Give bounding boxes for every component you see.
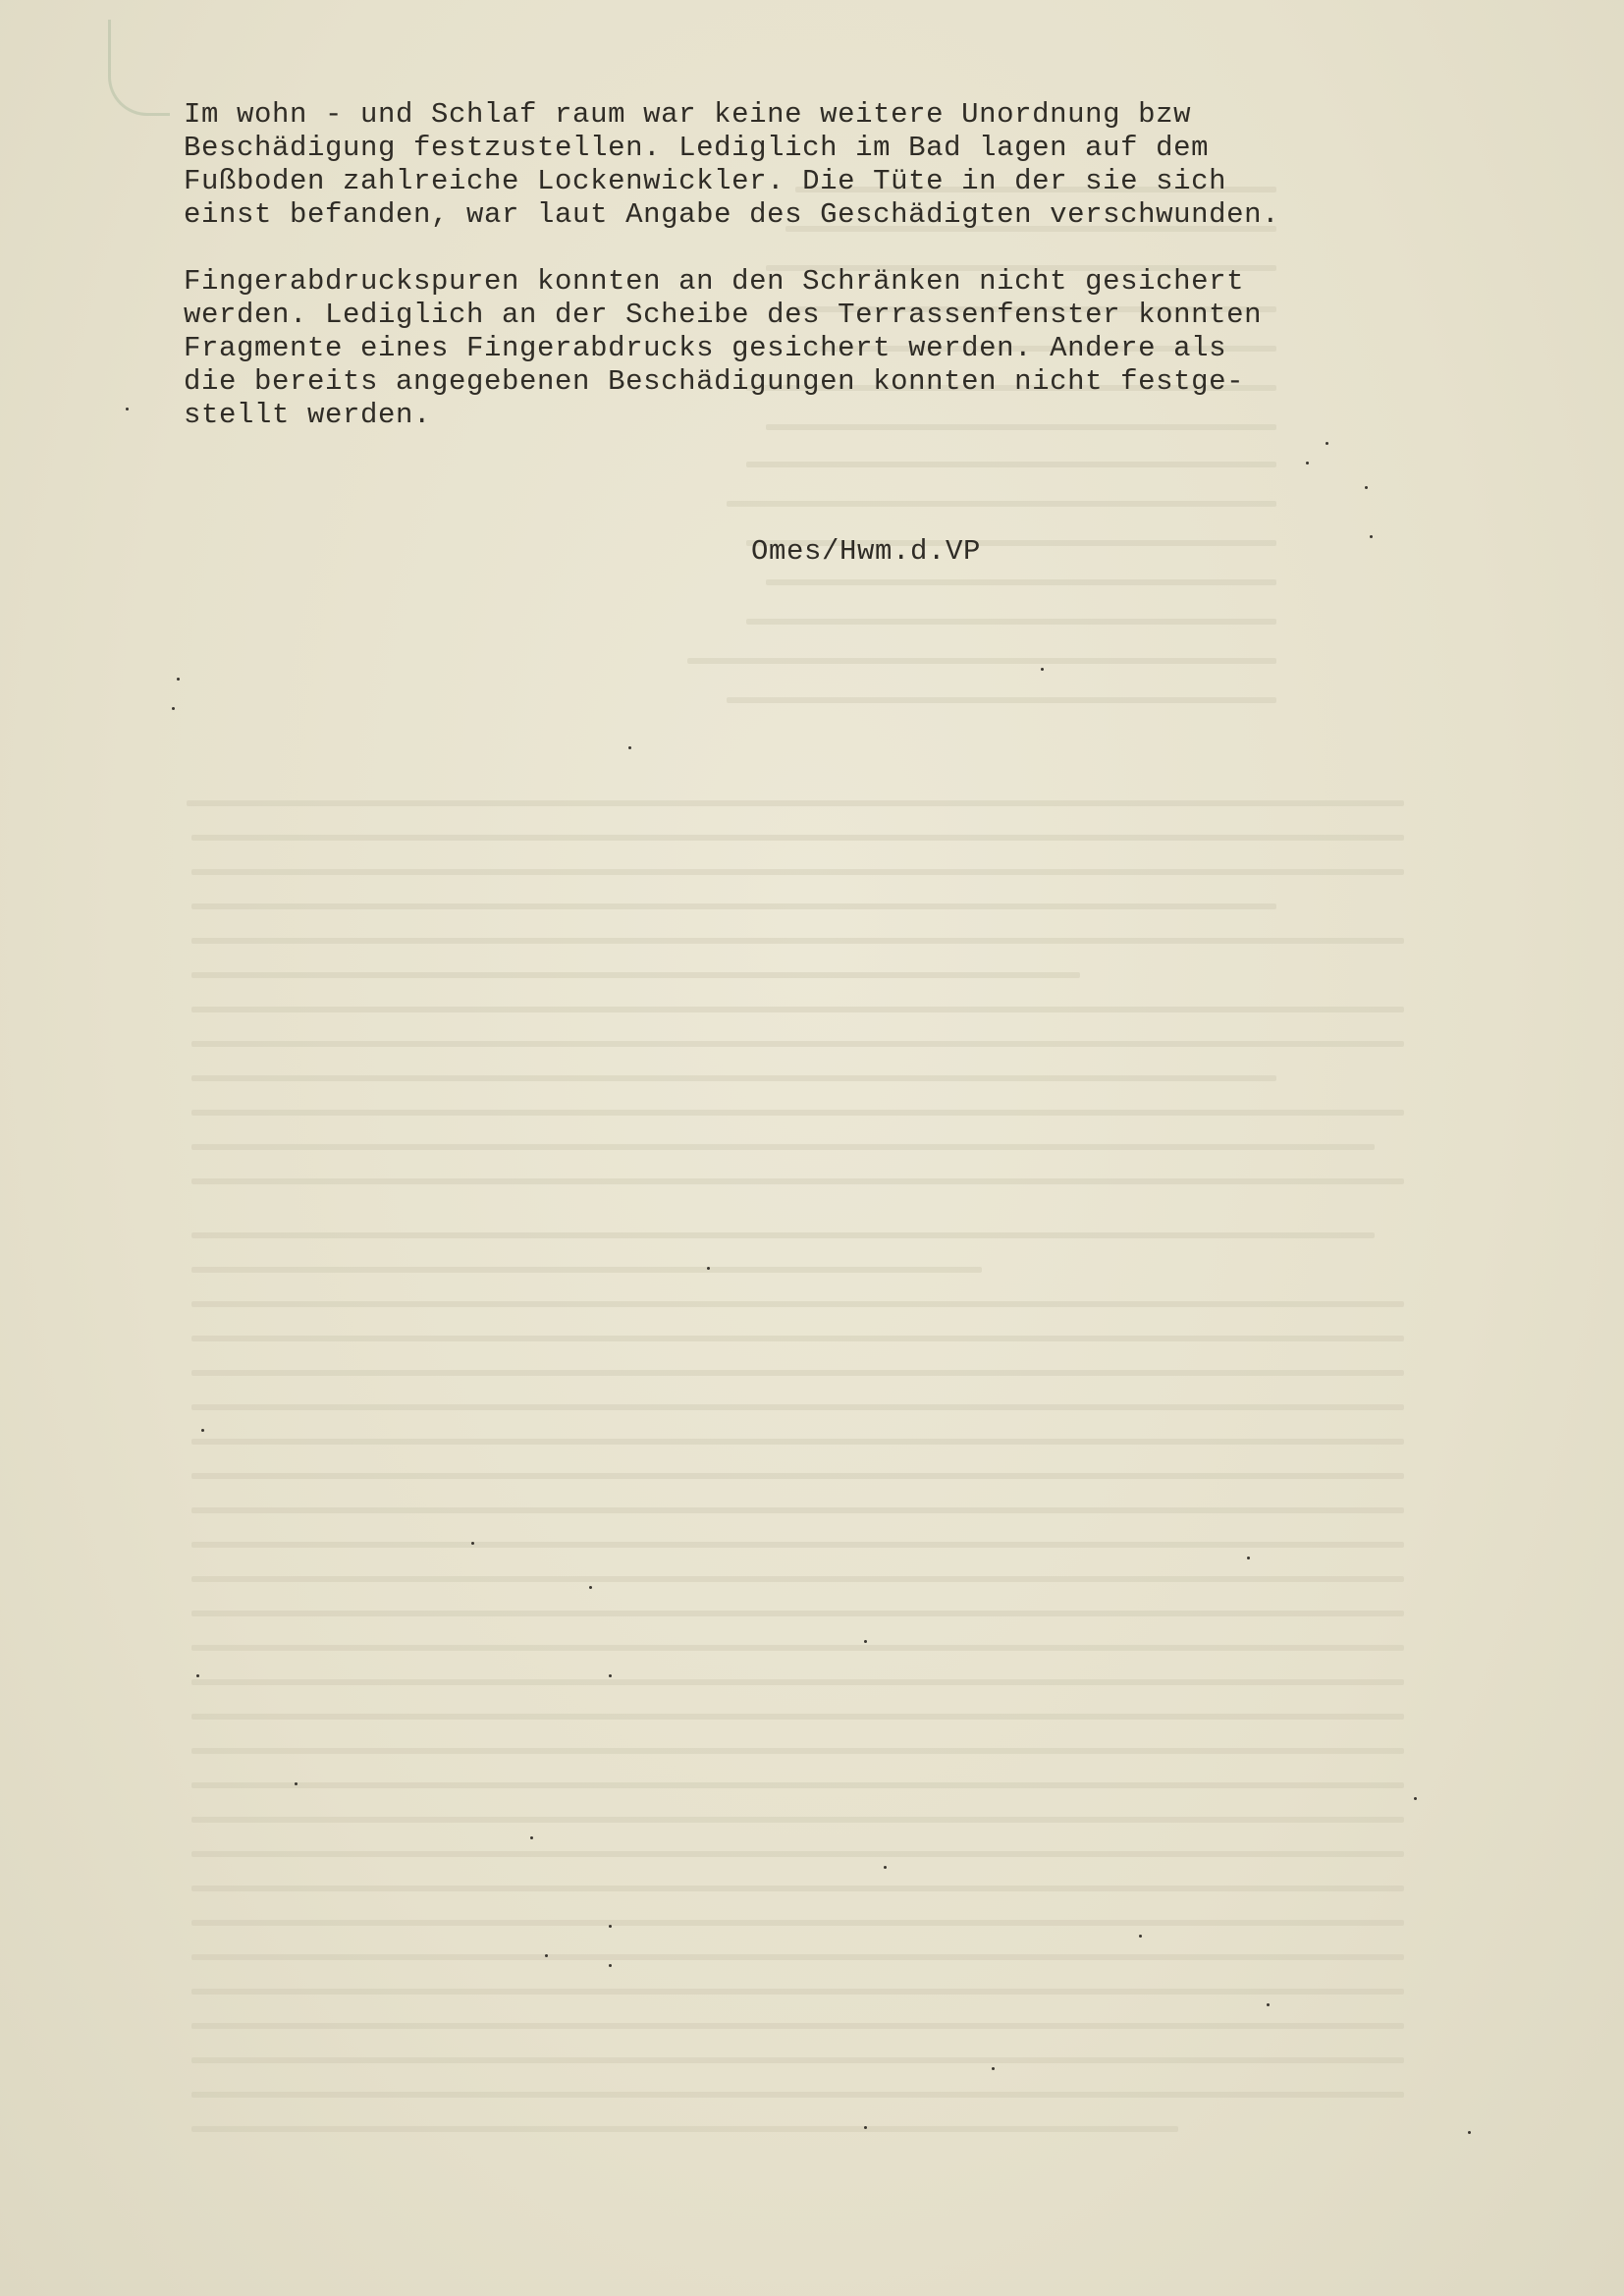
speck [884,1866,887,1869]
text-line: Fragmente eines Fingerabdrucks gesichert werden. Andere als [184,332,1227,364]
bleed-through-line [191,1370,1404,1376]
bleed-through-line [191,1748,1404,1754]
speck [196,1674,199,1677]
speck [1414,1797,1417,1800]
speck [1041,668,1044,671]
bleed-through-line [191,1679,1404,1685]
speck [201,1429,204,1432]
speck [126,408,129,410]
text-line: Fingerabdruckspuren konnten an den Schränken nicht gesichert [184,265,1245,298]
speck [864,2126,867,2129]
speck [1247,1557,1250,1559]
bleed-through-line [191,1041,1404,1047]
speck [177,678,180,681]
bleed-through-line [191,1439,1404,1445]
bleed-through-line [191,1886,1404,1891]
staple-mark [108,20,170,116]
bleed-through-line [191,938,1404,944]
bleed-through-line [727,501,1276,507]
bleed-through-line [191,1404,1404,1410]
text-line: Fußboden zahlreiche Lockenwickler. Die Tüte in der sie sich [184,165,1227,197]
bleed-through-line [191,1110,1404,1116]
bleed-through-line [191,835,1404,841]
bleed-through-line [191,1989,1404,1995]
bleed-through-line [191,1645,1404,1651]
text-line: Beschädigung festzustellen. Lediglich im Bad lagen auf dem [184,132,1210,164]
speck [609,1964,612,1967]
bleed-through-line [191,1336,1404,1341]
speck [1370,535,1373,538]
bleed-through-line [191,1542,1404,1548]
speck [1326,442,1328,445]
speck [589,1586,592,1589]
bleed-through-line [191,2126,1178,2132]
bleed-through-line [191,2092,1404,2098]
bleed-through-line [191,1144,1375,1150]
bleed-through-line [191,1507,1404,1513]
typed-text-body [184,98,1460,465]
bleed-through-line [191,1851,1404,1857]
bleed-through-line [191,1714,1404,1720]
speck [172,707,175,710]
bleed-through-line [191,869,1404,875]
text-line: Im wohn - und Schlaf raum war keine weitere Unordnung bzw [184,98,1192,131]
speck [530,1836,533,1839]
bleed-through-line [766,579,1276,585]
speck [992,2067,995,2070]
bleed-through-line [191,1178,1404,1184]
bleed-through-line [191,972,1080,978]
paragraph-1 [184,98,1460,232]
speck [1365,486,1368,489]
bleed-through-line [191,903,1276,909]
speck [1267,2003,1270,2006]
speck [1139,1935,1142,1938]
speck [1306,462,1309,465]
bleed-through-line [191,1954,1404,1960]
bleed-through-line [191,1817,1404,1823]
bleed-through-line [191,1782,1404,1788]
text-line: werden. Lediglich an der Scheibe des Terrassenfenster konnten [184,299,1263,331]
speck [1468,2131,1471,2134]
text-line: stellt werden. [184,399,432,431]
speck [295,1782,298,1785]
bleed-through-line [746,619,1276,625]
text-line: einst befanden, war laut Angabe des Geschädigten verschwunden. [184,198,1280,231]
speck [471,1542,474,1545]
bleed-through-line [191,1576,1404,1582]
bleed-through-line [191,1075,1276,1081]
signature-line: Omes/Hwm.d.VP [751,535,982,568]
bleed-through-line [191,2057,1404,2063]
speck [609,1674,612,1677]
speck [707,1267,710,1270]
bleed-through-line [191,1267,982,1273]
bleed-through-line [191,1473,1404,1479]
paragraph-2 [184,265,1460,432]
bleed-through-line [727,697,1276,703]
bleed-through-line [187,800,1404,806]
speck [864,1640,867,1643]
speck [545,1954,548,1957]
speck [628,746,631,749]
bleed-through-line [191,2023,1404,2029]
bleed-through-line [687,658,1276,664]
text-line: die bereits angegebenen Beschädigungen konnten nicht festge- [184,365,1245,398]
bleed-through-line [191,1920,1404,1926]
bleed-through-line [191,1232,1375,1238]
bleed-through-line [191,1007,1404,1012]
bleed-through-line [191,1301,1404,1307]
speck [609,1925,612,1928]
bleed-through-line [191,1611,1404,1616]
